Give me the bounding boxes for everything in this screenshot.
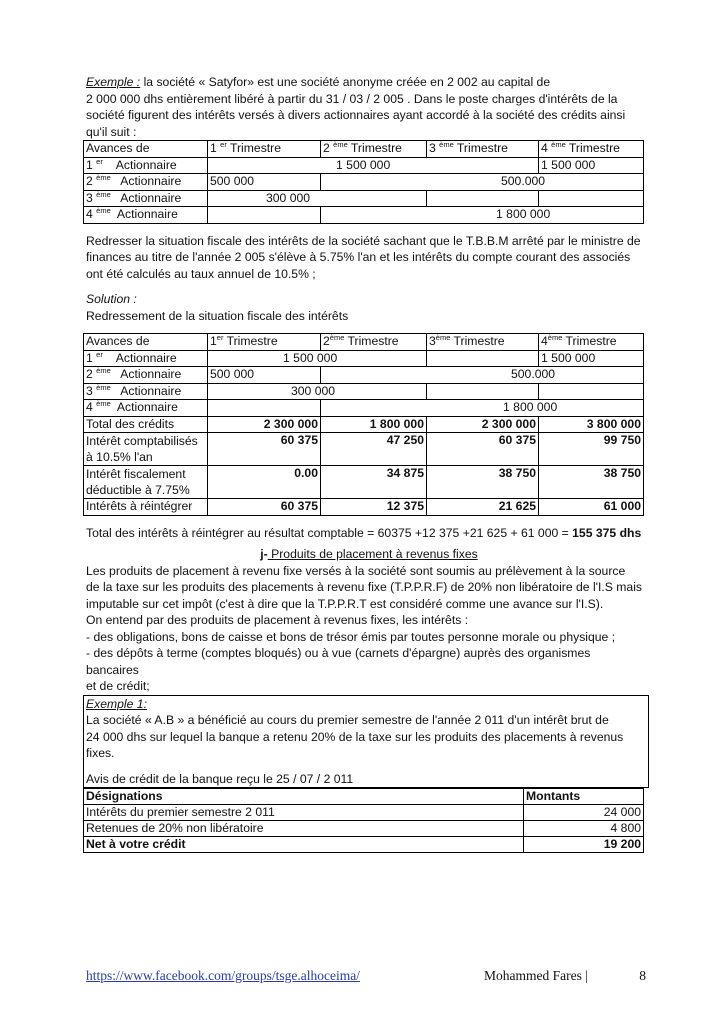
exemple1-line: La société « A.B » a bénéficié au cours du premier semestre de l'année 2 011 d'un intérêt brut de xyxy=(86,713,609,727)
section-j-line: On entend par des produits de placement à revenus fixes, les intérêts : xyxy=(86,613,469,627)
row-label: 1 $^{er}$ Actionnaire xyxy=(84,157,208,174)
facebook-group-link[interactable]: https://www.facebook.com/groups/tsge.alhoceima/ xyxy=(86,968,360,983)
table-row xyxy=(84,400,644,417)
table-row-deductible xyxy=(84,466,644,499)
table-row-comptabilises xyxy=(84,433,644,466)
section-j-line: Les produits de placement à revenu fixe versés à la société sont soumis au prélèvement à la source xyxy=(86,563,626,578)
empty-cell xyxy=(208,207,321,224)
table-row xyxy=(84,174,644,191)
row-label: 4 $^{ème}$ Actionnaire xyxy=(84,207,208,224)
header-t4: 4 $^{ème}$ Trimestre xyxy=(539,141,644,158)
exemple-line-4: qu'il suit : xyxy=(86,124,137,139)
row-label: 2 $^{ème}$ Actionnaire xyxy=(84,174,208,191)
row-label: Intérêts du premier semestre 2 011 xyxy=(84,805,524,821)
table-row-net xyxy=(84,837,644,853)
section-j-line: de la taxe sur les produits des placements à revenu fixe (T.P.P.R.F) de 20% non libératoire de l'I.S mais xyxy=(86,580,643,594)
row-label: 3 $^{ème}$ Actionnaire xyxy=(84,190,208,207)
row-value: 1 800 000 xyxy=(321,207,644,224)
table-row xyxy=(84,805,644,821)
row-value: 34 875 xyxy=(321,466,427,499)
row-label: Retenues de 20% non libératoire xyxy=(84,821,524,837)
row-value: 500.000 xyxy=(321,174,644,191)
section-j-line: imputable sur cet impôt (c'est à dire que la T.P.P.R.T est considéré comme une avance sur l'I.S). xyxy=(86,596,604,611)
header-t3: 3ème Trimestre xyxy=(427,334,539,351)
redresser-line-3: ont été calculés au taux annuel de 10.5% ; xyxy=(86,266,316,281)
exemple1-box xyxy=(83,695,649,789)
row-value: 300 000 xyxy=(208,383,427,400)
row-value: 2 300 000 xyxy=(208,416,321,433)
row-label: Total des crédits xyxy=(84,416,208,433)
exemple-line-1: la société « Satyfor» est une société anonyme créée en 2 002 au capital de xyxy=(140,75,551,89)
table-row-reintegrer xyxy=(84,499,644,516)
empty-cell xyxy=(539,190,644,207)
empty-cell xyxy=(539,383,644,400)
row-value: 1 800 000 xyxy=(321,400,644,417)
header-avances: Avances de xyxy=(84,141,208,158)
solution-label: Solution : xyxy=(86,292,137,306)
row-value: 1 500 000 xyxy=(208,157,539,174)
exemple-line-2: 2 000 000 dhs entièrement libéré à partir du 31 / 03 / 2 005 . Dans le poste charges d'intérêts de la xyxy=(86,91,618,106)
table-row xyxy=(84,157,644,174)
document-page xyxy=(86,74,646,853)
table-row xyxy=(84,367,644,384)
exemple1-line: fixes. xyxy=(86,746,115,760)
row-value: 60 375 xyxy=(208,499,321,516)
row-label: Intérêts à réintégrer xyxy=(84,499,208,516)
row-value: 1 500 000 xyxy=(539,350,644,367)
row-value: 38 750 xyxy=(427,466,539,499)
header-avances: Avances de xyxy=(84,334,208,351)
row-value: 24 000 xyxy=(524,805,644,821)
section-j-line: - des obligations, bons de caisse et bons de trésor émis par toutes personne morale ou physique ; xyxy=(86,629,616,644)
row-value: 300 000 xyxy=(208,190,427,207)
section-j-title: j- Produits de placement à revenus fixes xyxy=(260,547,478,561)
header-t4: 4ème Trimestre xyxy=(539,334,644,351)
empty-cell xyxy=(208,400,321,417)
table-row xyxy=(84,190,644,207)
redressement-table xyxy=(83,333,644,516)
row-value: 3 800 000 xyxy=(539,416,644,433)
row-value: 2 300 000 xyxy=(427,416,539,433)
table-header-row xyxy=(84,789,644,805)
header-montants: Montants xyxy=(524,789,644,805)
exemple-label: Exemple : xyxy=(86,75,141,89)
total-reintegrer-line: Total des intérêts à réintégrer au résultat comptable = 60375 +12 375 +21 625 + 61 000 = 155 375 dhs xyxy=(86,525,642,540)
row-value: 1 500 000 xyxy=(208,350,427,367)
exemple-line-3: société figurent des intérêts versés à divers actionnaires ayant accordé à la société des crédits ainsi xyxy=(86,108,626,122)
section-j-line: et de crédit; xyxy=(86,679,150,693)
row-value: 60 375 xyxy=(427,433,539,466)
page-footer xyxy=(86,968,646,984)
exemple1-line: 24 000 dhs sur lequel la banque a retenu 20% de la taxe sur les produits des placements à revenus xyxy=(86,729,624,744)
row-value: 1 800 000 xyxy=(321,416,427,433)
row-value: 12 375 xyxy=(321,499,427,516)
row-value: 38 750 xyxy=(539,466,644,499)
solution-subtitle: Redressement de la situation fiscale des intérêts xyxy=(86,308,349,323)
table-header-row xyxy=(84,141,644,158)
row-value: 500 000 xyxy=(208,367,321,384)
header-t1: 1er Trimestre xyxy=(208,334,321,351)
row-label: Intérêt comptabilisés à 10.5% l'an xyxy=(84,433,208,466)
row-value: 19 200 xyxy=(524,837,644,853)
row-value: 21 625 xyxy=(427,499,539,516)
table-row xyxy=(84,350,644,367)
total-result: 155 375 dhs xyxy=(572,525,642,540)
row-value: 4 800 xyxy=(524,821,644,837)
empty-cell xyxy=(427,190,539,207)
table-row xyxy=(84,383,644,400)
footer-author: Mohammed Fares | xyxy=(484,968,588,983)
row-value: 1 500 000 xyxy=(539,157,644,174)
avances-table xyxy=(83,140,644,224)
table-row-total xyxy=(84,416,644,433)
header-t2: 2ème Trimestre xyxy=(321,334,427,351)
header-designations: Désignations xyxy=(84,789,524,805)
table-row xyxy=(84,821,644,837)
row-value: 60 375 xyxy=(208,433,321,466)
row-label: Net à votre crédit xyxy=(84,837,524,853)
exemple1-label: Exemple 1: xyxy=(86,696,147,711)
table-row xyxy=(84,207,644,224)
empty-cell xyxy=(427,383,539,400)
page-number: 8 xyxy=(639,968,646,983)
avis-credit-table xyxy=(83,788,644,853)
exemple-paragraph xyxy=(86,74,646,91)
row-label: 2 $^{ème}$ Actionnaire xyxy=(84,367,208,384)
table-header-row xyxy=(84,334,644,351)
redresser-line-1: Redresser la situation fiscale des intérêts de la société sachant que le T.B.B.M arrêté par le ministre de xyxy=(86,233,641,248)
header-t3: 3 $^{ème}$ Trimestre xyxy=(427,141,539,158)
row-value: 47 250 xyxy=(321,433,427,466)
avis-title: Avis de crédit de la banque reçu le 25 / 07 / 2 011 xyxy=(86,771,354,786)
row-label: 4 $^{ème}$ Actionnaire xyxy=(84,400,208,417)
row-value: 500 000 xyxy=(208,174,321,191)
header-t1: 1 $^{er}$ Trimestre xyxy=(208,141,321,158)
row-label: 3 $^{ème}$ Actionnaire xyxy=(84,383,208,400)
row-label: 1 $^{er}$ Actionnaire xyxy=(84,350,208,367)
row-value: 61 000 xyxy=(539,499,644,516)
row-label: Intérêt fiscalement déductible à 7.75% xyxy=(84,466,208,499)
empty-cell xyxy=(427,350,539,367)
redresser-line-2: finances au titre de l'année 2 005 s'élève à 5.75% l'an et les intérêts du compte courant des associés xyxy=(86,250,631,264)
row-value: 0.00 xyxy=(208,466,321,499)
row-value: 500.000 xyxy=(321,367,644,384)
section-j-line: - des dépôts à terme (comptes bloqués) ou à vue (carnets d'épargne) auprès des organismes bancaires xyxy=(86,646,591,677)
row-value: 99 750 xyxy=(539,433,644,466)
header-t2: 2 $^{ème}$ Trimestre xyxy=(321,141,427,158)
